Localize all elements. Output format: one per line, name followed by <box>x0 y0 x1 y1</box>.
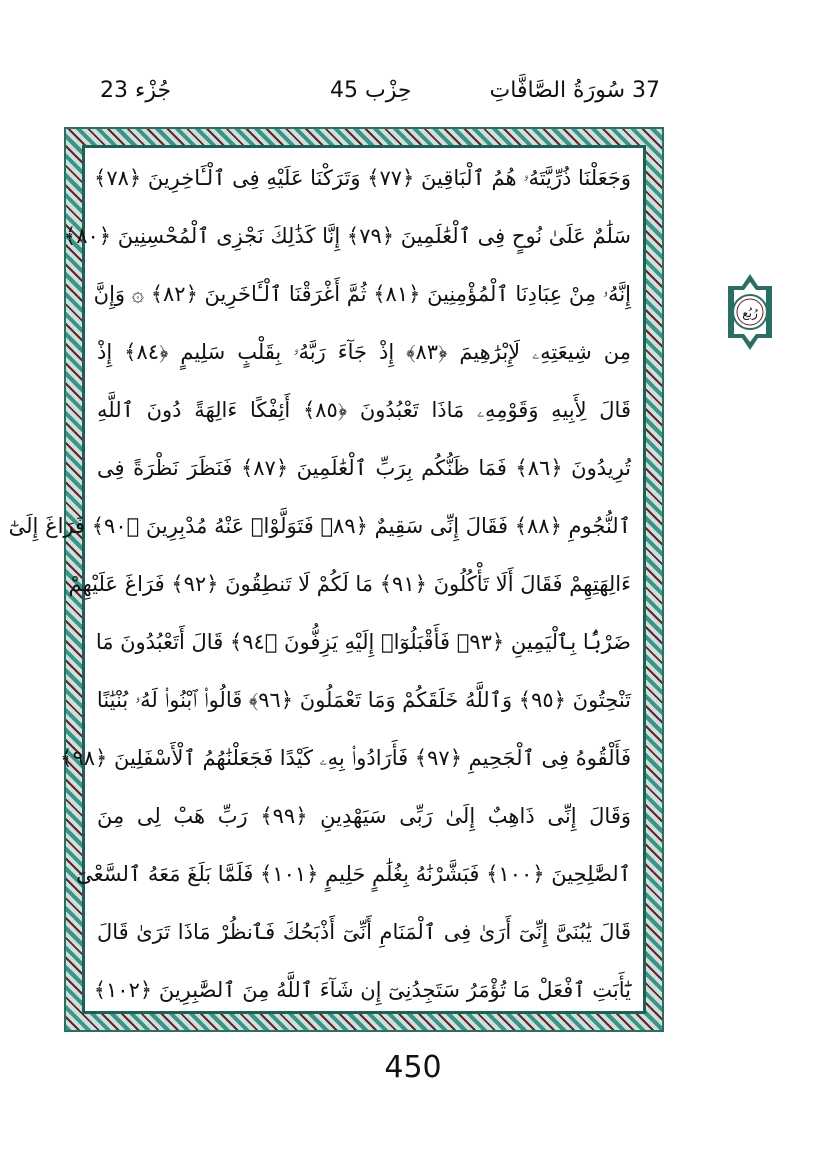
text-line: يَٰٓأَبَتِ ٱفْعَلْ مَا تُؤْمَرُ سَتَجِدُنِىٓ إِن شَآءَ ٱللَّهُ مِنَ ٱلصَّٰبِرِينَ ﴿١٠٢﴾ <box>93 978 631 1002</box>
text-line: سَلَٰمٌ عَلَىٰ نُوحٍ فِى ٱلْعَٰلَمِينَ ﴿٧٩﴾ إِنَّا كَذَٰلِكَ نَجْزِى ٱلْمُحْسِنِينَ ﴿٨٠﴾ <box>63 224 631 248</box>
text-line: ءَالِهَتِهِمْ فَقَالَ أَلَا تَأْكُلُونَ ﴿٩١﴾ مَا لَكُمْ لَا تَنطِقُونَ ﴿٩٢﴾ فَرَاغَ عَلَيْهِمْ <box>68 572 631 596</box>
hizb-label: حِزْب 45 <box>330 78 412 103</box>
rub-el-hizb-ornament-icon <box>724 272 776 352</box>
text-line: تُرِيدُونَ ﴿٨٦﴾ فَمَا ظَنُّكُم بِرَبِّ ٱلْعَٰلَمِينَ ﴿٨٧﴾ فَنَظَرَ نَظْرَةً فِى <box>97 456 632 480</box>
text-panel <box>8 145 646 1014</box>
text-line: ٱلنُّجُومِ ﴿٨٨﴾ فَقَالَ إِنِّى سَقِيمٌ ﴿٨٩﴾ فَتَوَلَّوْا۟ عَنْهُ مُدْبِرِينَ ﴿٩٠﴾ فَرَاغَ إِلَىٰٓ <box>8 514 631 538</box>
rub-el-hizb-ornament-icon <box>724 272 776 352</box>
surah-title: 37 سُورَةُ الصَّافَّاتِ <box>489 78 660 103</box>
text-line: ٱلصَّٰلِحِينَ ﴿١٠٠﴾ فَبَشَّرْنَٰهُ بِغُلَٰمٍ حَلِيمٍ ﴿١٠١﴾ فَلَمَّا بَلَغَ مَعَهُ ٱلسَّعْىَ <box>76 862 631 886</box>
text-line: وَقَالَ إِنِّى ذَاهِبٌ إِلَىٰ رَبِّى سَيَهْدِينِ ﴿٩٩﴾ رَبِّ هَبْ لِى مِنَ <box>97 804 632 828</box>
text-line: إِنَّهُۥ مِنْ عِبَادِنَا ٱلْمُؤْمِنِينَ ﴿٨١﴾ ثُمَّ أَغْرَقْنَا ٱلْـَٔاخَرِينَ ﴿٨٢﴾ ۞ وَإِنَّ <box>93 282 631 306</box>
ornament-label: رُبُع <box>742 306 758 320</box>
quran-text-block <box>8 158 632 1002</box>
text-line: قَالَ يَٰبُنَىَّ إِنِّىٓ أَرَىٰ فِى ٱلْمَنَامِ أَنِّىٓ أَذْبَحُكَ فَٱنظُرْ مَاذَا تَرَىٰ قَالَ <box>97 920 631 944</box>
text-line: فَأَلْقُوهُ فِى ٱلْجَحِيمِ ﴿٩٧﴾ فَأَرَادُوا۟ بِهِۦ كَيْدًا فَجَعَلْنَٰهُمُ ٱلْأَسْفَلِينَ ﴿٩٨﴾ <box>60 746 631 770</box>
text-line: قَالَ لِأَبِيهِ وَقَوْمِهِۦ مَاذَا تَعْبُدُونَ ﴿٨٥﴾ أَئِفْكًا ءَالِهَةً دُونَ ٱللَّهِ <box>97 398 631 422</box>
text-line: تَنْحِتُونَ ﴿٩٥﴾ وَٱللَّهُ خَلَقَكُمْ وَمَا تَعْمَلُونَ ﴿٩٦﴾ قَالُوا۟ ٱبْنُوا۟ لَهُۥ بُنْيَٰنًا <box>96 688 631 712</box>
text-line: مِن شِيعَتِهِۦ لَإِبْرَٰهِيمَ ﴿٨٣﴾ إِذْ جَآءَ رَبَّهُۥ بِقَلْبٍ سَلِيمٍ ﴿٨٤﴾ إِذْ <box>97 340 632 364</box>
juz-label: جُزْء 23 <box>100 78 172 103</box>
page-header <box>100 78 660 118</box>
text-line: ضَرْبًۢا بِٱلْيَمِينِ ﴿٩٣﴾ فَأَقْبَلُوٓا۟ إِلَيْهِ يَزِفُّونَ ﴿٩٤﴾ قَالَ أَتَعْبُدُونَ مَا <box>95 630 631 654</box>
ornamental-frame <box>8 127 664 1032</box>
page-number: 450 <box>384 1050 442 1085</box>
text-line: وَجَعَلْنَا ذُرِّيَّتَهُۥ هُمُ ٱلْبَاقِينَ ﴿٧٧﴾ وَتَرَكْنَا عَلَيْهِ فِى ٱلْـَٔاخِرِينَ ﴿٧٨﴾ <box>94 166 631 190</box>
